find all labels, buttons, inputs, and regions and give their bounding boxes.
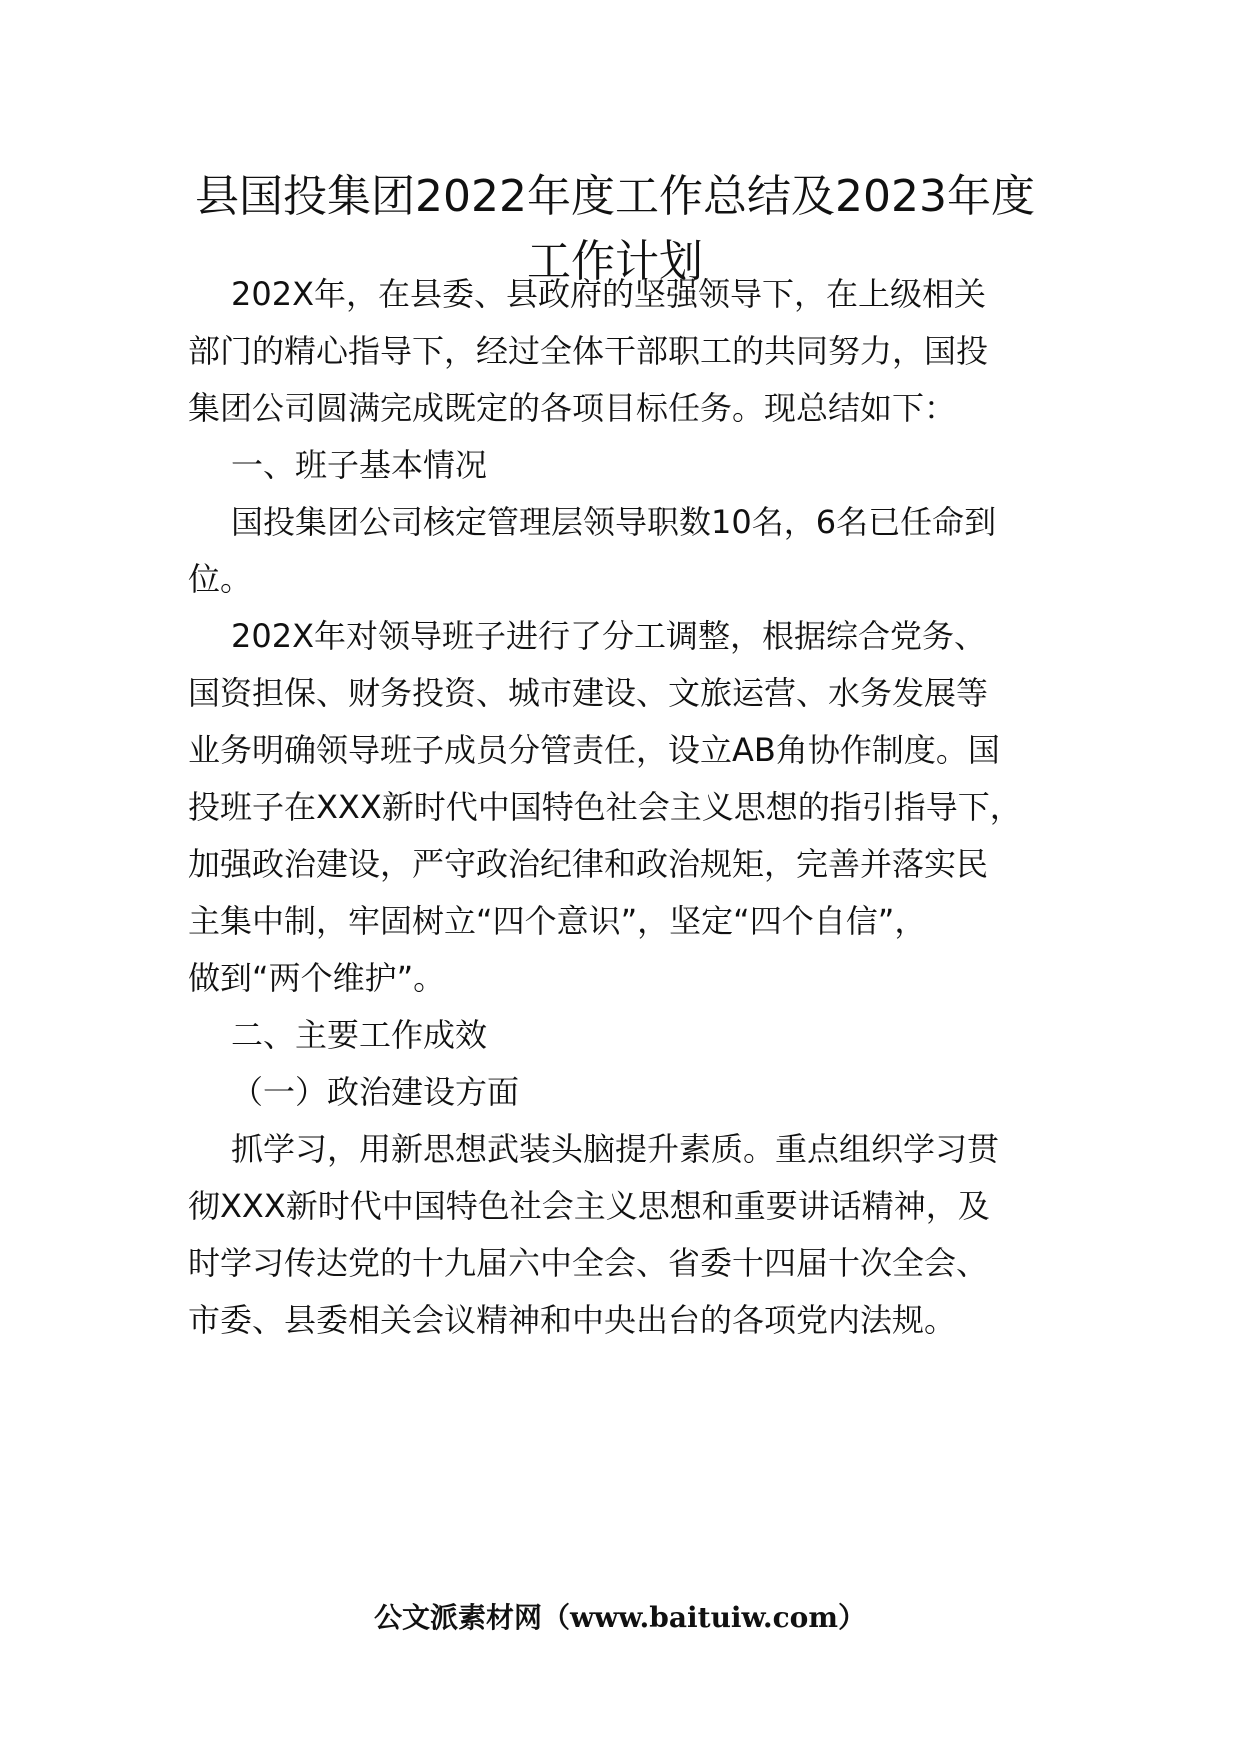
paragraph-adjust-line-6: 主集中制，牢固树立“四个意识”，坚定“四个自信”，	[188, 902, 927, 940]
paragraph-study-line-1: 抓学习，用新思想武装头脑提升素质。重点组织学习贯	[231, 1130, 1000, 1168]
section-heading-team: 一、班子基本情况	[231, 446, 488, 484]
paragraph-intro-line-1: 202X年，在县委、县政府的坚强领导下，在上级相关	[231, 275, 987, 313]
paragraph-adjust-line-3: 业务明确领导班子成员分管责任，设立AB角协作制度。国	[188, 731, 1000, 769]
paragraph-study-line-3: 时学习传达党的十九届六中全会、省委十四届十次全会、	[188, 1244, 989, 1282]
paragraph-adjust-line-2: 国资担保、财务投资、城市建设、文旅运营、水务发展等	[188, 674, 989, 712]
page-footer: 公文派素材网（www.baituiw.com）	[374, 1601, 866, 1634]
paragraph-team-line-1: 国投集团公司核定管理层领导职数10名，6名已任命到	[231, 503, 997, 541]
document-title-line-1: 县国投集团2022年度工作总结及2023年度	[195, 171, 1035, 222]
paragraph-study-line-2: 彻XXX新时代中国特色社会主义思想和重要讲话精神，及	[188, 1187, 990, 1225]
paragraph-intro-line-2: 部门的精心指导下，经过全体干部职工的共同努力，国投	[188, 332, 989, 370]
paragraph-intro-line-3: 集团公司圆满完成既定的各项目标任务。现总结如下：	[188, 389, 957, 427]
paragraph-adjust-line-5: 加强政治建设，严守政治纪律和政治规矩，完善并落实民	[188, 845, 989, 883]
paragraph-adjust-line-7: 做到“两个维护”。	[188, 959, 446, 997]
subsection-heading-political: （一）政治建设方面	[231, 1073, 520, 1111]
paragraph-team-line-2: 位。	[188, 560, 253, 598]
paragraph-adjust-line-1: 202X年对领导班子进行了分工调整，根据综合党务、	[231, 617, 987, 655]
paragraph-adjust-line-4: 投班子在XXX新时代中国特色社会主义思想的指引指导下，	[188, 788, 1022, 826]
document-title-line-2: 工作计划	[527, 236, 703, 287]
paragraph-study-line-4: 市委、县委相关会议精神和中央出台的各项党内法规。	[188, 1301, 957, 1339]
section-heading-results: 二、主要工作成效	[231, 1016, 488, 1054]
